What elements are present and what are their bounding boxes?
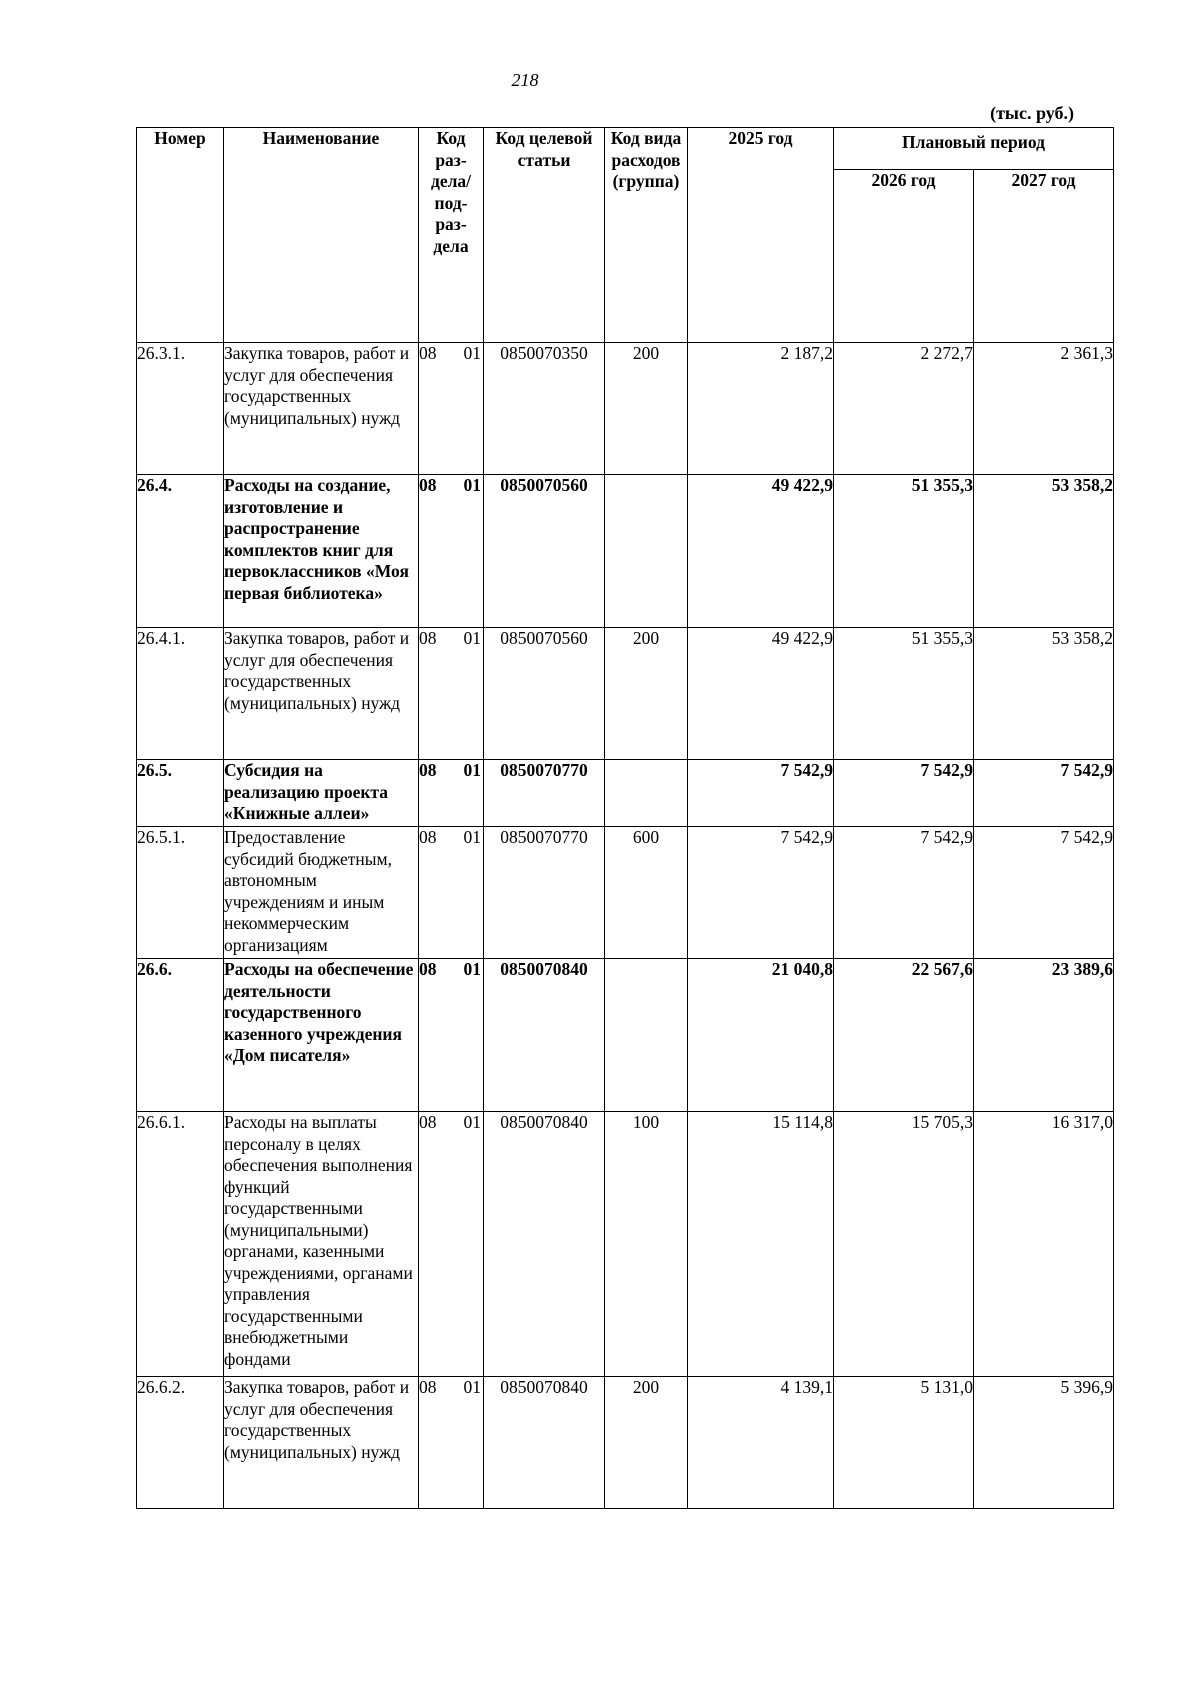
header-2025: 2025 год [688,128,834,343]
row-amount-2025: 4 139,1 [688,1377,834,1509]
header-2026: 2026 год [834,170,974,343]
row-amount-2027: 7 542,9 [974,827,1114,959]
row-section-code [419,959,484,1112]
row-number: 26.5. [137,760,224,827]
section-code: 08 [419,760,437,780]
row-amount-2027: 23 389,6 [974,959,1114,1112]
table-row [137,1377,1114,1509]
header-planned-period: Плановый период [834,128,1114,170]
row-amount-2027: 16 317,0 [974,1112,1114,1377]
row-amount-2026: 5 131,0 [834,1377,974,1509]
row-amount-2027: 5 396,9 [974,1377,1114,1509]
row-number: 26.6. [137,959,224,1112]
units-label: (тыс. руб.) [990,103,1074,123]
section-code: 08 [419,1112,437,1132]
row-number: 26.4. [137,475,224,628]
row-amount-2025: 49 422,9 [688,628,834,760]
subsection-code: 01 [463,1377,481,1397]
row-expense-group: 600 [605,827,688,959]
row-expense-group: 200 [605,628,688,760]
header-expense-type: Код вида расходов (группа) [605,128,688,343]
row-section-code [419,475,484,628]
row-target-code: 0850070770 [484,827,605,959]
row-section-code [419,760,484,827]
row-name: Закупка товаров, работ и услуг для обеспечения государственных (муниципальных) нужд [224,628,419,760]
table-row [137,760,1114,827]
row-number: 26.4.1. [137,628,224,760]
subsection-code: 01 [463,343,481,363]
header-2027: 2027 год [974,170,1114,343]
row-amount-2027: 53 358,2 [974,628,1114,760]
budget-table [136,127,1114,1509]
row-name: Субсидия на реализацию проекта «Книжные аллеи» [224,760,419,827]
row-number: 26.6.2. [137,1377,224,1509]
row-amount-2026: 22 567,6 [834,959,974,1112]
row-target-code: 0850070840 [484,1377,605,1509]
row-amount-2025: 21 040,8 [688,959,834,1112]
row-expense-group [605,959,688,1112]
row-amount-2025: 7 542,9 [688,760,834,827]
row-target-code: 0850070350 [484,343,605,475]
section-code: 08 [419,628,437,648]
section-code: 08 [419,343,437,363]
section-code: 08 [419,827,437,847]
subsection-code: 01 [463,475,481,495]
row-number: 26.6.1. [137,1112,224,1377]
table-row [137,343,1114,475]
row-section-code [419,628,484,760]
row-expense-group [605,760,688,827]
header-section: Код раз- дела/ под- раз- дела [419,128,484,343]
table-row [137,827,1114,959]
row-expense-group: 200 [605,343,688,475]
row-target-code: 0850070770 [484,760,605,827]
row-name: Расходы на выплаты персоналу в целях обеспечения выполнения функций государственными (муниципальными) органами, казенными учреждениями, органами управления государственными внебюджетными фондами [224,1112,419,1377]
row-expense-group: 100 [605,1112,688,1377]
subsection-code: 01 [463,827,481,847]
row-section-code [419,343,484,475]
subsection-code: 01 [463,760,481,780]
row-amount-2026: 2 272,7 [834,343,974,475]
row-name: Расходы на создание, изготовление и распространение комплектов книг для первоклассников «Моя первая библиотека» [224,475,419,628]
row-amount-2026: 51 355,3 [834,475,974,628]
header-target: Код целевой статьи [484,128,605,343]
table-row [137,628,1114,760]
header-number: Номер [137,128,224,343]
page-number: 218 [511,70,539,90]
row-number: 26.3.1. [137,343,224,475]
row-target-code: 0850070840 [484,959,605,1112]
row-name: Предоставление субсидий бюджетным, автономным учреждениям и иным некоммерческим организациям [224,827,419,959]
row-amount-2026: 7 542,9 [834,760,974,827]
row-amount-2026: 15 705,3 [834,1112,974,1377]
row-number: 26.5.1. [137,827,224,959]
section-code: 08 [419,475,437,495]
row-name: Закупка товаров, работ и услуг для обеспечения государственных (муниципальных) нужд [224,1377,419,1509]
row-amount-2025: 2 187,2 [688,343,834,475]
row-target-code: 0850070560 [484,475,605,628]
row-amount-2027: 53 358,2 [974,475,1114,628]
subsection-code: 01 [463,959,481,979]
row-name: Закупка товаров, работ и услуг для обеспечения государственных (муниципальных) нужд [224,343,419,475]
table-row [137,1112,1114,1377]
row-amount-2025: 7 542,9 [688,827,834,959]
row-amount-2026: 7 542,9 [834,827,974,959]
row-target-code: 0850070560 [484,628,605,760]
subsection-code: 01 [463,628,481,648]
row-expense-group [605,475,688,628]
row-amount-2027: 7 542,9 [974,760,1114,827]
table-row [137,475,1114,628]
row-section-code [419,827,484,959]
row-amount-2025: 49 422,9 [688,475,834,628]
row-amount-2027: 2 361,3 [974,343,1114,475]
row-name: Расходы на обеспечение деятельности государственного казенного учреждения «Дом писателя» [224,959,419,1112]
header-name: Наименование [224,128,419,343]
subsection-code: 01 [463,1112,481,1132]
table-row [137,959,1114,1112]
row-amount-2025: 15 114,8 [688,1112,834,1377]
row-section-code [419,1112,484,1377]
row-target-code: 0850070840 [484,1112,605,1377]
section-code: 08 [419,959,437,979]
row-expense-group: 200 [605,1377,688,1509]
section-code: 08 [419,1377,437,1397]
row-amount-2026: 51 355,3 [834,628,974,760]
row-section-code [419,1377,484,1509]
